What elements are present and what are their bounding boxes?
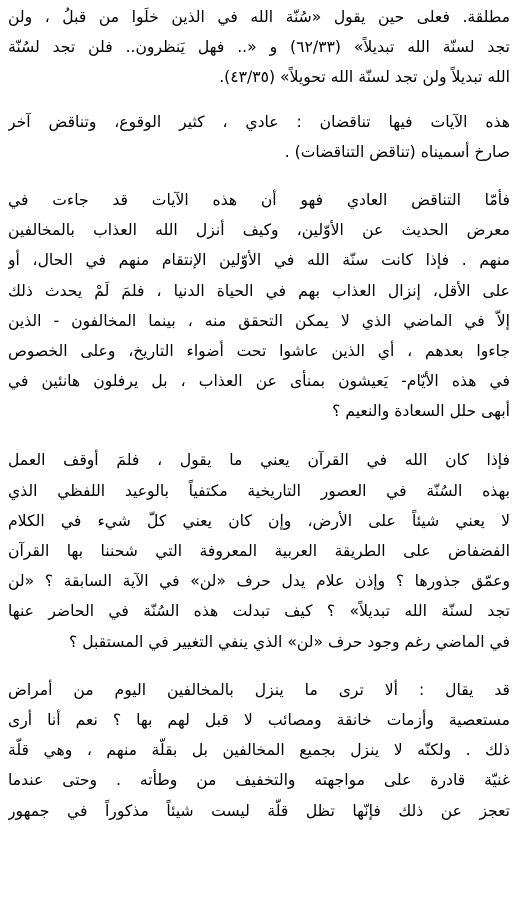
paragraph-5 bbox=[8, 675, 510, 826]
paragraph-2 bbox=[8, 107, 510, 167]
text-line: منهم . فإذا كانت سنّة الله في الأوّلين الإنتقام منهم في الحال، أو bbox=[8, 251, 510, 270]
text-line: مطلقة. فعلى حين يقول «سُنّة الله في الذين خلَوا من قبلُ ، ولن bbox=[8, 8, 510, 26]
paragraph-1 bbox=[8, 2, 510, 93]
text-line: فإذا كان الله في القرآن يعني ما يقول ، فلمَ أوقف العمل bbox=[8, 451, 510, 470]
text-line: مستعصية وأزمات خانقة ومصائب لا قبل لهم بها ؟ نعم أنا أرى bbox=[8, 710, 510, 729]
text-line: فأمّا التناقض العادي فهو أن هذه الآيات قد جاءت في bbox=[8, 190, 510, 209]
text-line: في الماضي رغم وجود حرف «لن» الذي ينفي التغيير في المستقبل ؟ bbox=[69, 632, 510, 651]
text-line: جاءوا بعدهم ، أي الذين عاشوا تحت أضواء التاريخ، وعلى الخصوص bbox=[8, 341, 510, 360]
text-line: ذلك . ولكنّه لا ينزل بجميع المخالفين بل بقلّة منهم ، وهي قلّة bbox=[8, 741, 510, 760]
paragraph-4 bbox=[8, 445, 510, 656]
text-line: قد يقال : ألا ترى ما ينزل بالمخالفين اليوم من أمراض bbox=[8, 680, 510, 699]
text-line: على الأقل، إنزال العذاب بهم في الحياة الدنيا ، فلمَ لَمْ يحدث ذلك bbox=[8, 281, 510, 300]
text-line: بهذه السُنّة في العصور التاريخية مكتفياً بالوعيد اللفظي الذي bbox=[8, 481, 510, 500]
text-line: غنيّة قادرة على مواجهته والتخفيف من وطأته . وحتى عندما bbox=[8, 771, 510, 790]
text-line: صارخ أسميناه (تناقض التناقضات) . bbox=[284, 142, 510, 161]
text-line: في هذه الأيّام- يَعيشون بمنأى عن العذاب ، بل يرفلون هانئين في bbox=[8, 372, 510, 391]
text-line: الفضفاض على الطريقة العربية المعروفة التي شحننا بها القرآن bbox=[8, 542, 510, 560]
text-line: معرض الحديث عن الأوّلين، وكيف أنزل الله العذاب بالمخالفين bbox=[8, 221, 510, 240]
document-page bbox=[8, 2, 510, 826]
text-line: هذه الآيات فيها تناقضان : عادي ، كثير الوقوع، وتناقض آخر bbox=[8, 112, 510, 131]
text-line: تجد لسنّة الله تبديلاً» ؟ كيف تبدلت هذه السُنّة في الحاضر عنها bbox=[8, 602, 510, 621]
paragraph-3 bbox=[8, 185, 510, 427]
text-line: لا يعني شيئاً على الأرض، وإن كان يعني كلّ شيء في الكلام bbox=[8, 511, 510, 530]
text-line: وعمّق جذورها ؟ وإذن علام يدل حرف «لن» في الآية السابقة ؟ «لن bbox=[8, 572, 510, 591]
text-line: تجد لسنّة الله تبديلاً» (٦٢/٣٣) و «.. فهل يَنظرون.. فلن تجد لسُنّة bbox=[8, 38, 510, 57]
text-line: إلاّ في الماضي الذي لا يمكن التحقق منه ، بينما المخالفون - الذين bbox=[8, 311, 510, 330]
text-line: تعجز عن ذلك فإنّها تظل قلّة ليست شيئاً مذكوراً في جمهور bbox=[8, 801, 510, 820]
text-line: أبهى حلل السعادة والنعيم ؟ bbox=[332, 402, 510, 421]
text-line: الله تبديلاً ولن تجد لسنّة الله تحويلاً» (٤٣/٣٥). bbox=[219, 68, 510, 87]
